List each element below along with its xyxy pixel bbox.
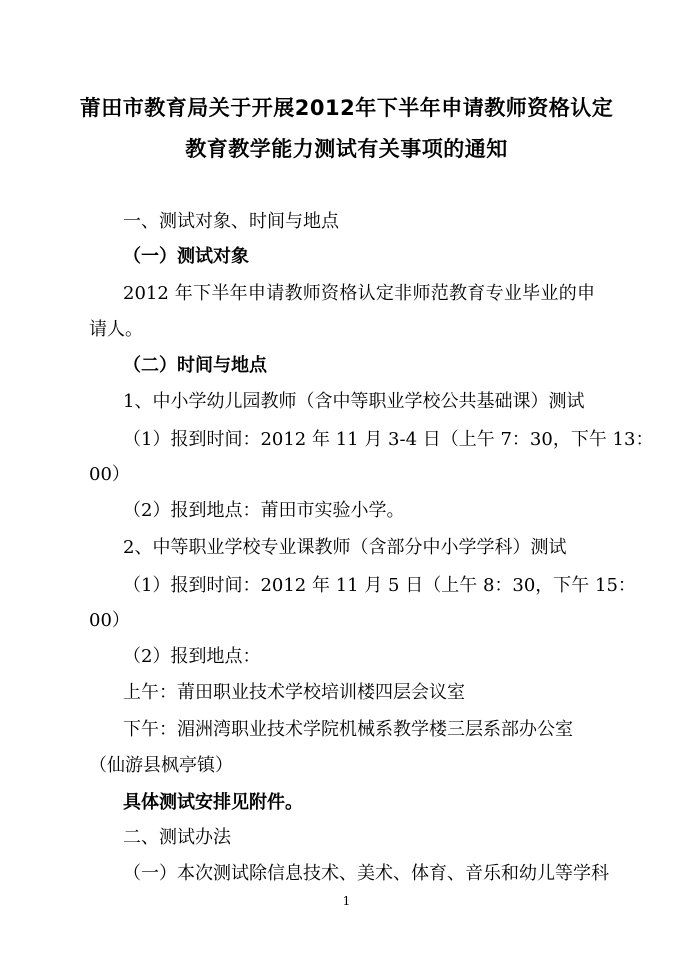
subsection-1-text-line-1: 2012 年下半年申请教师资格认定非师范教育专业毕业的申 [123,283,595,304]
item-2-morning-location: 上午：莆田职业技术学校培训楼四层会议室 [123,682,465,703]
item-1-time-line-1: （1）报到时间：2012 年 11 月 3-4 日（上午 7：30，下午 13： [123,429,654,450]
item-2-afternoon-location-line-1: 下午：湄洲湾职业技术学院机械系教学楼三层系部办公室 [123,719,573,740]
page-number: 1 [342,894,351,908]
subsection-1-heading: （一）测试对象 [123,246,249,267]
item-1-place: （2）报到地点：莆田市实验小学。 [123,500,405,521]
item-1-title: 1、中小学幼儿园教师（含中等职业学校公共基础课）测试 [123,391,585,412]
item-2-afternoon-location-line-2: （仙游县枫亭镇） [89,755,233,776]
item-2-place-label: （2）报到地点： [123,646,261,667]
item-1-time-line-2: 00） [89,464,130,485]
item-2-time-line-1: （1）报到时间：2012 年 11 月 5 日（上午 8：30，下午 15： [123,575,636,596]
item-2-time-line-2: 00） [89,610,130,631]
section-2-heading: 二、测试办法 [123,827,231,848]
document-title-line-2: 教育教学能力测试有关事项的通知 [185,137,508,161]
attachment-note: 具体测试安排见附件。 [123,792,303,813]
document-title-line-1: 莆田市教育局关于开展2012年下半年申请教师资格认定 [79,96,614,120]
item-2-title: 2、中等职业学校专业课教师（含部分中小学学科）测试 [123,537,567,558]
subsection-1-text-line-2: 请人。 [89,319,143,340]
section-1-heading: 一、测试对象、时间与地点 [123,211,339,232]
subsection-2-heading: （二）时间与地点 [123,355,267,376]
section-2-item-1-start: （一）本次测试除信息技术、美术、体育、音乐和幼儿等学科 [123,863,609,884]
